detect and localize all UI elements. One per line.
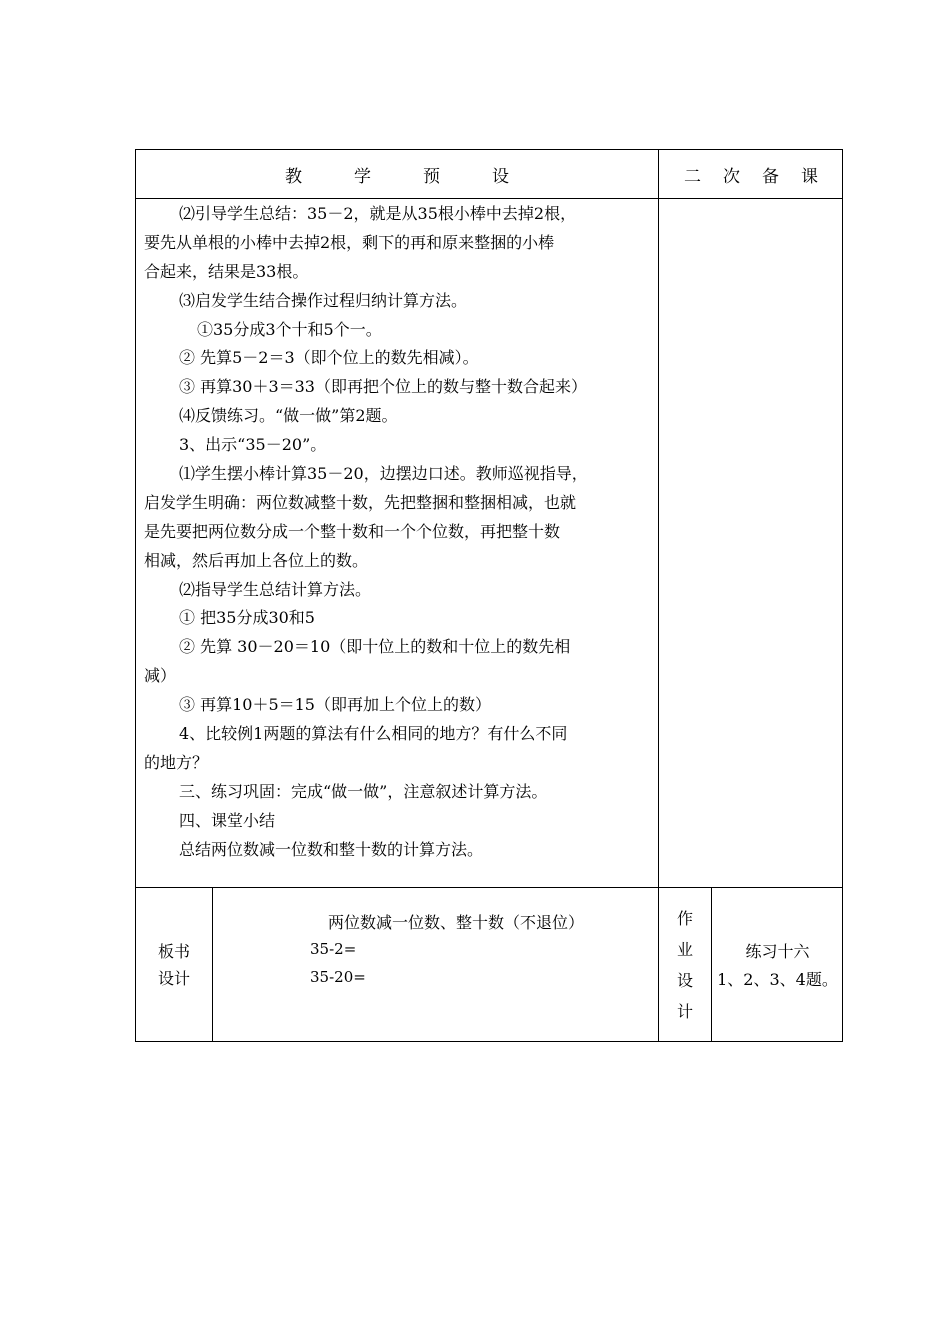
plan-text-line: ⑴学生摆小棒计算35－20，边摆边口述。教师巡视指导， <box>179 464 588 484</box>
board-title: 两位数减一位数、整十数（不退位） <box>328 913 585 932</box>
plan-text-line: 的地方？ <box>144 752 209 772</box>
plan-text-line: 总结两位数减一位数和整十数的计算方法。 <box>179 839 484 859</box>
plan-text-line: 是先要把两位数分成一个整十数和一个个位数，再把整十数 <box>144 521 561 541</box>
homework-line-1: 练习十六 <box>745 942 810 961</box>
plan-text-line: ⑷反馈练习。“做一做”第2题。 <box>179 406 398 426</box>
plan-text-line: 要先从单根的小棒中去掉2根，剩下的再和原来整捆的小棒 <box>144 232 555 252</box>
plan-text-line: ② 先算 30－20＝10（即十位上的数和十位上的数先相 <box>179 637 571 657</box>
header-teaching-plan: 教学预设 <box>285 166 561 187</box>
plan-text-line: 合起来，结果是33根。 <box>144 261 309 281</box>
board-label-line-1: 板书 <box>157 942 190 961</box>
teaching-plan-body <box>144 200 652 886</box>
homework-label-line-1: 作 <box>676 909 693 928</box>
plan-text-line: 启发学生明确：两位数减整十数，先把整捆和整捆相减，也就 <box>144 492 577 512</box>
plan-text-line: 三、练习巩固：完成“做一做”，注意叙述计算方法。 <box>179 781 548 801</box>
board-design-label <box>136 888 212 1042</box>
header-divider <box>136 198 842 199</box>
board-design-content <box>213 888 658 1042</box>
homework-label-line-4: 计 <box>676 1002 693 1021</box>
plan-text-line: ⑵引导学生总结：35－2，就是从35根小棒中去掉2根， <box>179 204 577 223</box>
lesson-plan-table <box>135 149 843 1042</box>
plan-text-line: 3、出示“35－20”。 <box>179 435 327 455</box>
homework-label-line-3: 设 <box>676 971 693 990</box>
homework-design-content <box>712 888 843 1042</box>
plan-text-line: 减） <box>144 666 177 686</box>
plan-text-line: 4、比较例1两题的算法有什么相同的地方？有什么不同 <box>179 724 568 744</box>
homework-line-2: 1、2、3、4题。 <box>717 970 838 989</box>
homework-label-line-2: 业 <box>676 940 693 959</box>
board-equation-2: 35-20= <box>310 968 366 986</box>
plan-text-line: ①35分成3个十和5个一。 <box>197 319 382 339</box>
header-second-preparation: 二次备课 <box>684 166 840 187</box>
homework-design-label <box>659 888 711 1042</box>
plan-text-line: ① 把35分成30和5 <box>179 608 315 628</box>
plan-text-line: 相减，然后再加上各位上的数。 <box>144 550 369 570</box>
plan-text-line: ③ 再算30＋3＝33（即再把个位上的数与整十数合起来） <box>179 377 587 397</box>
plan-text-line: ② 先算5－2＝3（即个位上的数先相减）。 <box>179 348 479 368</box>
board-label-line-2: 设计 <box>157 969 190 988</box>
plan-text-line: ③ 再算10＋5＝15（即再加上个位上的数） <box>179 695 491 715</box>
plan-text-line: ⑶启发学生结合操作过程归纳计算方法。 <box>179 290 468 310</box>
plan-text-line: ⑵指导学生总结计算方法。 <box>179 579 372 599</box>
plan-text-line: 四、课堂小结 <box>179 810 276 830</box>
board-equation-1: 35-2= <box>310 940 357 958</box>
